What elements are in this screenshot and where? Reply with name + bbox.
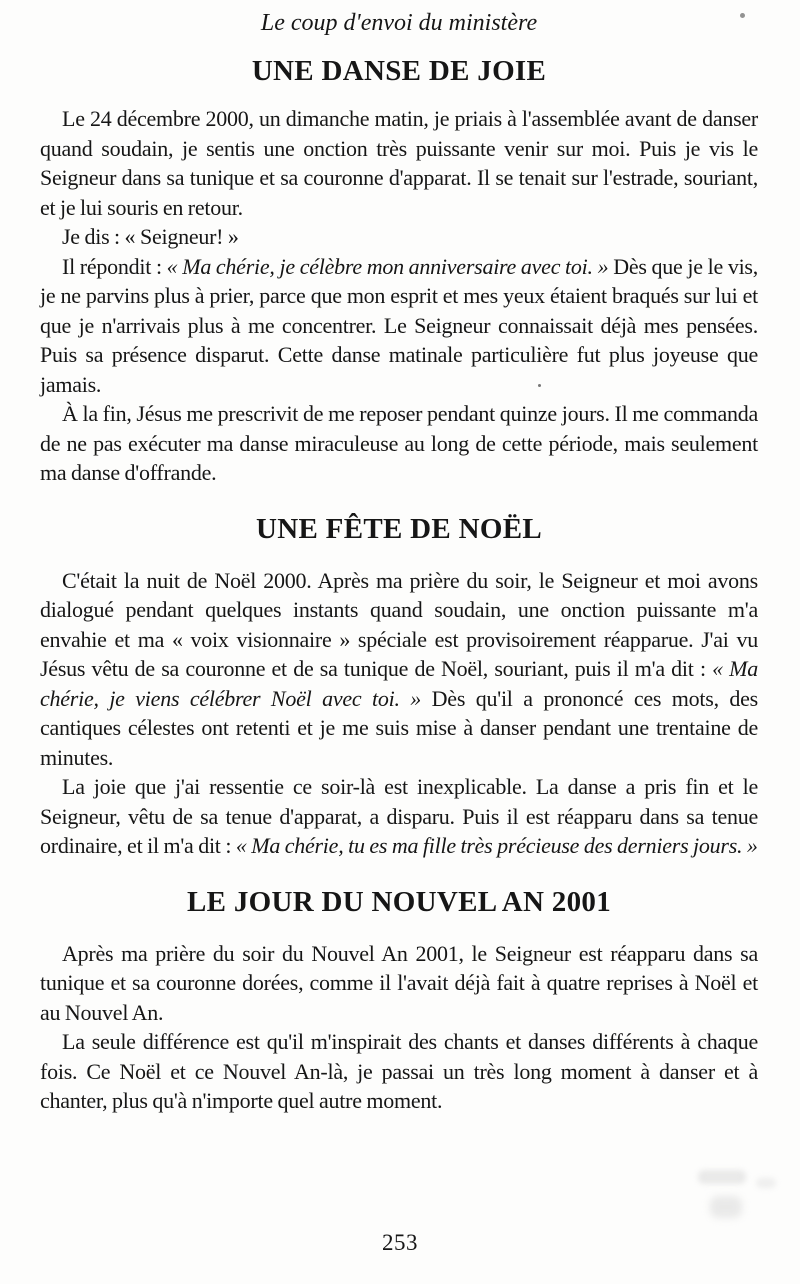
text-segment: À la fin, Jésus me prescrivit de me reposer pendant quinze jours. Il me commanda de ne pas exécuter ma danse miraculeuse au long de cette période, mais seulement ma danse d'offrande. [40,401,758,485]
scan-smudge [710,1196,742,1218]
text-segment: Dès qu'il a prononcé ces mots, des cantiques célestes ont retenti et je me suis mise à danser pendant une trentaine de minutes. [40,685,758,770]
text-segment: Je dis : « Seigneur! » [62,224,239,249]
paragraph [40,222,758,252]
text-segment: Il répondit : [62,253,167,279]
paragraph [40,772,758,861]
scan-smudge [698,1170,746,1184]
section-body [40,104,758,488]
quote-italic: « Ma chérie, je célèbre mon anniversaire avec toi. » [166,253,609,279]
text-segment: La joie que j'ai ressentie ce soir-là est inexplicable. La danse a pris fin et le Seigneur, vêtu de sa tenue d'apparat, a disparu. Puis il est réapparu dans sa tenue ordinaire, et il m'a dit : [40,774,758,858]
text-segment: Le 24 décembre 2000, un dimanche matin, je priais à l'assemblée avant de danser quand soudain, je sentis une onction très puissante venir sur moi. Puis je vis le Seigneur dans sa tunique et sa couronne d'apparat. Il se tenait sur l'estrade, souriant, et je lui souris en retour. [40,106,758,220]
section-heading-une-danse-de-joie: UNE DANSE DE JOIE [251,55,547,87]
quote-italic: « Ma chérie, tu es ma fille très précieuse des derniers jours. » [235,833,758,858]
section-body [40,939,758,1116]
quote-italic: « Ma chérie, je viens célébrer Noël avec toi. » [40,656,758,711]
section-heading-une-fete-de-noel: UNE FÊTE DE NOËL [256,512,542,545]
paragraph [40,566,758,773]
text-segment: Après ma prière du soir du Nouvel An 2001, le Seigneur est réapparu dans sa tunique et sa couronne dorées, comme il l'avait déjà fait à quatre reprises à Noël et au Nouvel An. [40,940,758,1025]
scan-smudge [756,1178,776,1188]
paragraph [40,399,758,488]
paragraph [40,252,758,400]
running-header: Le coup d'envoi du ministère [260,10,538,36]
paragraph [40,1027,758,1116]
section-heading-le-jour-du-nouvel-an: LE JOUR DU NOUVEL AN 2001 [186,885,612,918]
paragraph [40,939,758,1028]
page-number: 253 [382,1230,418,1255]
text-segment: Dès que je le vis, je ne parvins plus à prier, parce que mon esprit et mes yeux étaient braqués sur lui et que je n'arrivais plus à me concentrer. Le Seigneur connaissait déjà mes pensées. Puis sa présence disparut. Cette danse matinale particulière fut plus joyeuse que jamais. [40,253,758,397]
text-block [40,0,758,1116]
text-segment: C'était la nuit de Noël 2000. Après ma prière du soir, le Seigneur et moi avons dialogué pendant quelques instants quand soudain, une onction puissante m'a envahie et ma « voix visionnaire » spéciale est provisoirement réapparue. J'ai vu Jésus vêtu de sa couronne et de sa tunique de Noël, souriant, puis il m'a dit : [40,567,758,681]
text-segment: La seule différence est qu'il m'inspirait des chants et danses différents à chaque fois. Ce Noël et ce Nouvel An-là, je passai un très long moment à danser et à chanter, plus qu'à n'importe quel autre moment. [40,1029,758,1113]
paragraph [40,104,758,222]
section-body [40,566,758,861]
